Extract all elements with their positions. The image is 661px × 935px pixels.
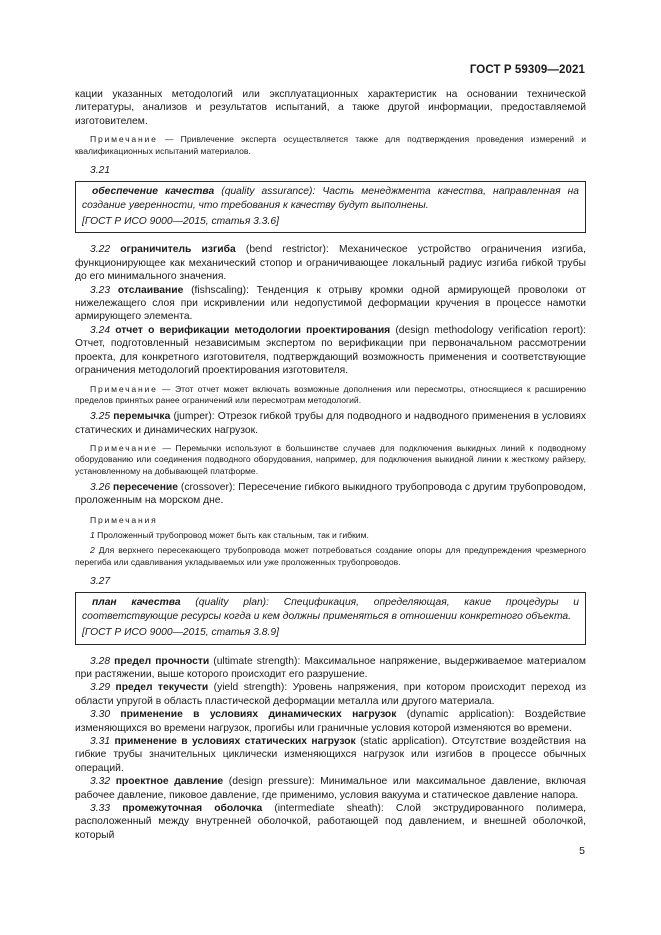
entry-3-33 — [75, 802, 586, 842]
entry-3-22-term: ограничитель изгиба — [120, 244, 236, 256]
entry-3-29-term: предел текучести — [115, 682, 209, 694]
entry-3-29-number: 3.29 — [90, 682, 111, 694]
entry-3-21-reference: [ГОСТ Р ИСО 9000—2015, статья 3.3.6] — [82, 216, 279, 228]
entry-3-25-number: 3.25 — [90, 411, 111, 423]
entry-3-28-term: предел прочности — [114, 655, 210, 667]
entry-3-24 — [75, 324, 586, 378]
entry-3-27-term: план качества — [92, 597, 181, 609]
entry-3-31-text: (static application). Отсутствие воздействия на гибкие трубы значительных циклически изменяющихся нагрузок или изгибов в процессе обычных операций. — [75, 735, 586, 774]
entry-3-21-number: 3.21 — [90, 164, 111, 176]
entry-3-27-number: 3.27 — [90, 575, 111, 587]
entry-3-30-text: (dynamic application): Воздействие изменяющихся во времени нагрузок, прогибы или граничные условия которой изменяются во времени. — [75, 709, 586, 734]
entry-3-27-box — [75, 592, 586, 644]
page-number: 5 — [579, 845, 585, 857]
entry-3-24-note — [75, 384, 586, 407]
entry-3-21-text: (quality assurance): Часть менеджмента качества, направленная на создание уверенности, что требования к качеству будут выполнены. — [82, 186, 580, 211]
entry-3-27-reference: [ГОСТ Р ИСО 9000—2015, статья 3.8.9] — [82, 627, 279, 639]
note-label: Примечание — [90, 383, 158, 394]
entry-3-31-number: 3.31 — [90, 735, 111, 747]
entry-3-32-number: 3.32 — [90, 776, 111, 788]
entry-3-25 — [75, 410, 586, 437]
entry-3-21-definition — [82, 185, 579, 212]
entry-3-24-text: (design methodology verification report): Отчет, подготовленный независимым экспертом по верификации при первоначальном рассмотрении проекта, для конкретного изготовителя, подтверждающий возможность применения и соответствующие ограничения методологий проектирования изготовителя. — [75, 324, 586, 377]
intro-note — [75, 134, 586, 157]
entry-3-27-definition — [82, 596, 579, 623]
standard-designation: ГОСТ Р 59309—2021 — [469, 64, 585, 76]
entry-3-30-number: 3.30 — [90, 709, 111, 721]
note-text: — Привлечение эксперта осуществляется также для подтверждения проведения измерений и квалификационных испытаний материалов. — [75, 134, 586, 156]
note-number: 1 — [90, 530, 95, 541]
notes-label: Примечания — [90, 514, 158, 525]
entry-3-32-text: (design pressure): Минимальное или максимальное давление, включая рабочее давление, пиковое давление, где применимо, условия вакуума и статическое давление напора. — [75, 776, 586, 801]
entry-3-26-term: пересечение — [112, 481, 178, 493]
entry-3-26-number: 3.26 — [90, 481, 111, 493]
entry-3-26-note-1 — [75, 530, 586, 541]
entry-3-28-text: (ultimate strength): Максимальное напряжение, выдерживаемое материалом при растяжении, выше которого происходит его разрушение. — [75, 655, 586, 680]
entry-3-21-term: обеспечение качества — [92, 186, 215, 198]
entry-3-25-note — [75, 443, 586, 477]
entry-3-27-text: (quality plan): Спецификация, определяющая, какие процедуры и соответствующие ресурсы когда и кем должны применяться в отношении конкретного объекта. — [82, 597, 579, 622]
page-body — [75, 88, 586, 842]
note-number: 2 — [90, 545, 95, 556]
note-text: Для верхнего пересекающего трубопровода может потребоваться создание опоры для предупреждения чрезмерного перегиба или сдавливания укладываемых или уже проложенных трубопроводов. — [75, 545, 586, 567]
entry-3-30 — [75, 708, 586, 735]
entry-3-28-number: 3.28 — [90, 655, 111, 667]
entry-3-22-text: (bend restrictor): Механическое устройство ограничения изгиба, функционирующее как механический стопор и ограничивающее локальный радиус изгиба гибкой трубы до его минимального значения. — [75, 244, 586, 283]
entry-3-24-number: 3.24 — [90, 324, 111, 336]
entry-3-32 — [75, 775, 586, 802]
entry-3-30-term: применение в условиях динамических нагрузок — [120, 709, 397, 721]
entry-3-23-text: (fishscaling): Тенденция к отрыву кромки одной армирующей проволоки от нижележащего слоя при искривлении или недопустимой деформации кручения в процессе намотки армирующего элемента. — [75, 284, 586, 323]
entry-3-31-term: применение в условиях статических нагрузок — [114, 735, 356, 747]
entry-3-26-text: (crossover): Пересечение гибкого выкидного трубопровода с другим трубопроводом, проложенным на морском дне. — [75, 481, 586, 507]
entry-3-33-term: промежуточная оболочка — [122, 803, 263, 814]
entry-3-26-notes-label — [75, 514, 586, 527]
entry-3-23-term: отслаивание — [117, 284, 184, 296]
entry-3-32-term: проектное давление — [115, 776, 224, 788]
entry-3-23-number: 3.23 — [90, 284, 111, 296]
entry-3-28 — [75, 655, 586, 682]
entry-3-25-term: перемычка — [113, 411, 171, 423]
entry-3-22 — [75, 243, 586, 283]
entry-3-21-box — [75, 181, 586, 233]
entry-3-31 — [75, 735, 586, 775]
entry-3-29-text: (yield strength): Уровень напряжения, при котором происходит переход из области упругой в область пластической деформации металла или другого материала. — [75, 682, 586, 707]
entry-3-26 — [75, 481, 586, 508]
intro-paragraph: кации указанных методологий или эксплуатационных характеристик на основании технической литературы, анализов и результатов испытаний, а также другой информации, предоставляемой изготовителем. — [75, 89, 586, 127]
entry-3-22-number: 3.22 — [90, 244, 111, 256]
entry-3-33-text: (intermediate sheath): Слой экструдированного полимера, расположенный между внутренней оболочкой, работающей под давлением, и внешней оболочкой, который — [75, 803, 586, 841]
entry-3-25-text: (jumper): Отрезок гибкой трубы для подводного и надводного применения в условиях статических и динамических нагрузок. — [75, 411, 586, 436]
note-label: Примечание — [90, 134, 158, 145]
note-text: — Перемычки используют в большинстве случаев для подключения выкидных линий к подводному оборудованию или соединения подводного оборудования, например, для подключения выкидной линии к жесткому райзеру, установленному на добывающей платформе. — [75, 442, 586, 476]
entry-3-24-term: отчет о верификации методологии проектирования — [115, 324, 391, 336]
entry-3-33-number: 3.33 — [90, 803, 111, 814]
note-text: Проложенный трубопровод может быть как стальным, так и гибким. — [94, 530, 369, 541]
entry-3-26-note-2 — [75, 545, 586, 568]
entry-3-29 — [75, 681, 586, 708]
note-label: Примечание — [90, 442, 158, 453]
entry-3-23 — [75, 284, 586, 324]
note-text: — Этот отчет может включать возможные дополнения или пересмотры, относящиеся к расширению пределов принятых ранее ограничений или пересмотрам методологий. — [75, 383, 586, 405]
